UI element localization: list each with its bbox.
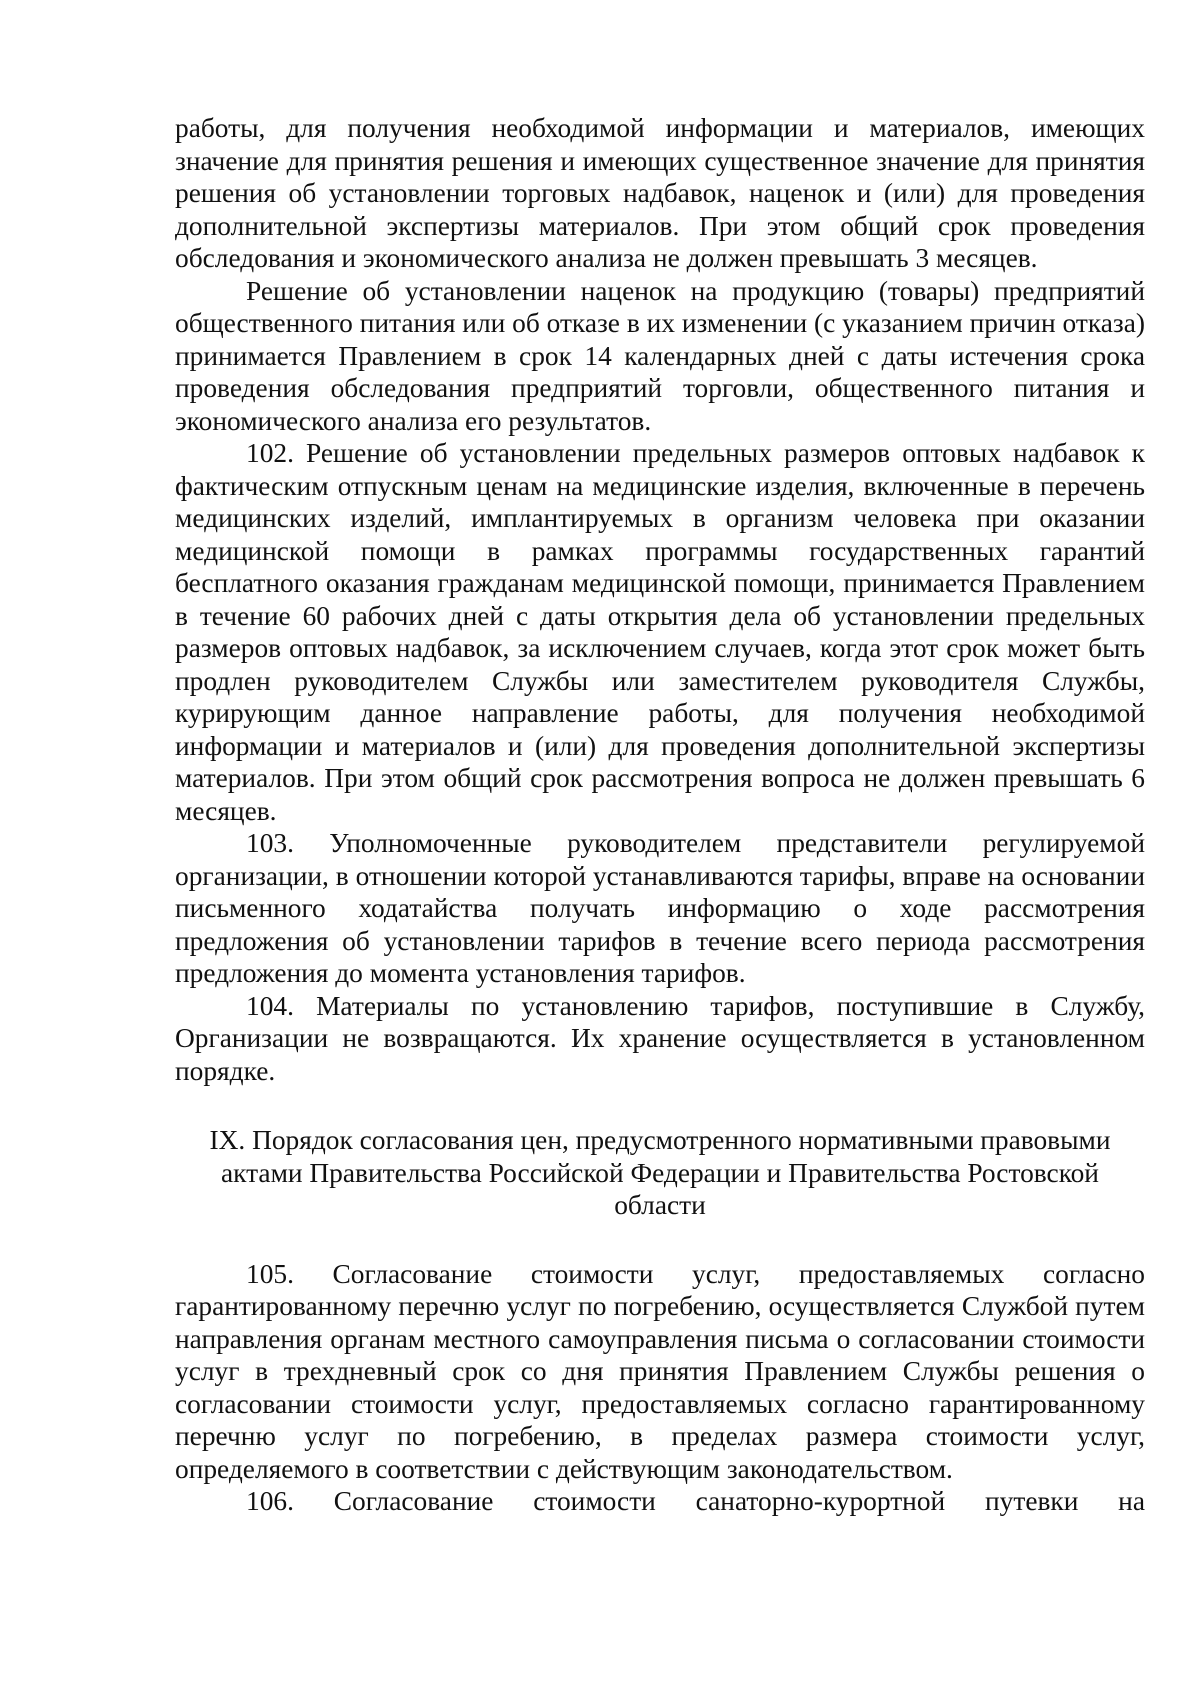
paragraph-103: 103. Уполномоченные руководителем представители регулируемой организации, в отношении которой устанавливаются тарифы, вправе на основании письменного ходатайства получать информацию о ходе рассмотрения предложения об установлении тарифов в течение всего периода рассмотрения предложения до момента установления тарифов. bbox=[175, 828, 1145, 988]
section-heading-ix: IX. Порядок согласования цен, предусмотренного нормативными правовыми актами Правительства Российской Федерации и Правительства Ростовской области bbox=[209, 1125, 1111, 1220]
paragraph-105: 105. Согласование стоимости услуг, предоставляемых согласно гарантированному перечню услуг по погребению, осуществляется Службой путем направления органам местного самоуправления письма о согласовании стоимости услуг в трехдневный срок со дня принятия Правлением Службы решения о согласовании стоимости услуг, предоставляемых согласно гарантированному перечню услуг по погребению, в пределах размера стоимости услуг, определяемого в соответствии с действующим законодательством. bbox=[175, 1258, 1145, 1484]
paragraph-markup-decision: Решение об установлении наценок на продукцию (товары) предприятий общественного питания или об отказе в их изменении (с указанием причин отказа) принимается Правлением в срок 14 календарных дней с даты истечения срока проведения обследования предприятий торговли, общественного питания и экономического анализа его результатов. bbox=[175, 275, 1145, 436]
paragraph-106: 106. Согласование стоимости санаторно-курортной путевки на bbox=[246, 1486, 1145, 1516]
paragraph-104: 104. Материалы по установлению тарифов, поступившие в Службу, Организации не возвращаются. Их хранение осуществляется в установленном порядке. bbox=[175, 990, 1145, 1086]
paragraph-102: 102. Решение об установлении предельных размеров оптовых надбавок к фактическим отпускным ценам на медицинские изделия, включенные в перечень медицинских изделий, имплантируемых в организм человека при оказании медицинской помощи в рамках программы государственных гарантий бесплатного оказания гражданам медицинской помощи, принимается Правлением в течение 60 рабочих дней с даты открытия дела об установлении предельных размеров оптовых надбавок, за исключением случаев, когда этот срок может быть продлен руководителем Службы или заместителем руководителя Службы, курирующим данное направление работы, для получения необходимой информации и материалов и (или) для проведения дополнительной экспертизы материалов. При этом общий срок рассмотрения вопроса не должен превышать 6 месяцев. bbox=[175, 438, 1145, 826]
document-page bbox=[175, 112, 1145, 1518]
paragraph-continuation: работы, для получения необходимой информации и материалов, имеющих значение для принятия решения и имеющих существенное значение для принятия решения об установлении торговых надбавок, наценок и (или) для проведения дополнительной экспертизы материалов. При этом общий срок проведения обследования и экономического анализа не должен превышать 3 месяцев. bbox=[175, 113, 1145, 273]
